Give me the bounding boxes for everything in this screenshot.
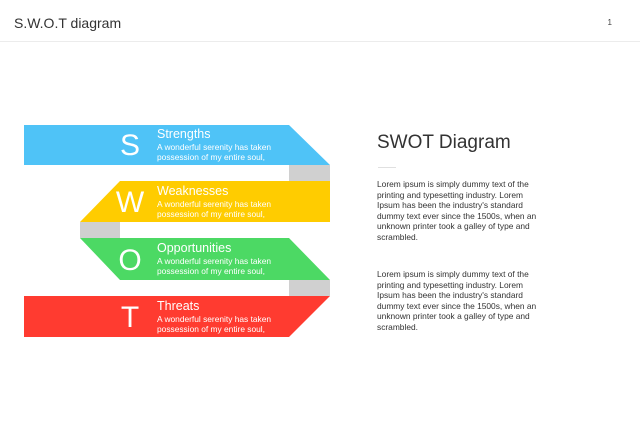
opportunities-desc: A wonderful serenity has taken possession of my entire soul, (157, 256, 272, 276)
description-paragraph-2: Lorem ipsum is simply dummy text of the printing and typesetting industry. Lorem Ipsum has been the industry's standard dummy text ever since the 1500s, when an unknown printer took a galley of type and scrambled. (377, 269, 537, 332)
strengths-title: Strengths (157, 127, 211, 141)
threats-title: Threats (157, 299, 200, 313)
swot-diagram-heading: SWOT Diagram (377, 132, 511, 153)
letter-t: T (120, 301, 140, 334)
letter-s: S (119, 129, 140, 162)
page-number: 1 (607, 18, 612, 27)
strengths-desc: A wonderful serenity has taken possession of my entire soul, (157, 142, 272, 162)
fold-w-o (80, 222, 120, 238)
letter-w: W (115, 186, 145, 219)
fold-o-t (289, 280, 330, 296)
page-title: S.W.O.T diagram (14, 15, 122, 31)
description-paragraph-1: Lorem ipsum is simply dummy text of the printing and typesetting industry. Lorem Ipsum has been the industry's standard dummy text ever since the 1500s, when an unknown printer took a galley of type and scrambled. (377, 179, 537, 242)
weaknesses-desc: A wonderful serenity has taken possession of my entire soul, (157, 199, 272, 219)
letter-o: O (118, 244, 142, 277)
opportunities-title: Opportunities (157, 241, 232, 255)
weaknesses-title: Weaknesses (157, 184, 229, 198)
fold-s-w (289, 165, 330, 181)
heading-divider (378, 167, 396, 168)
threats-desc: A wonderful serenity has taken possession of my entire soul, (157, 314, 272, 334)
